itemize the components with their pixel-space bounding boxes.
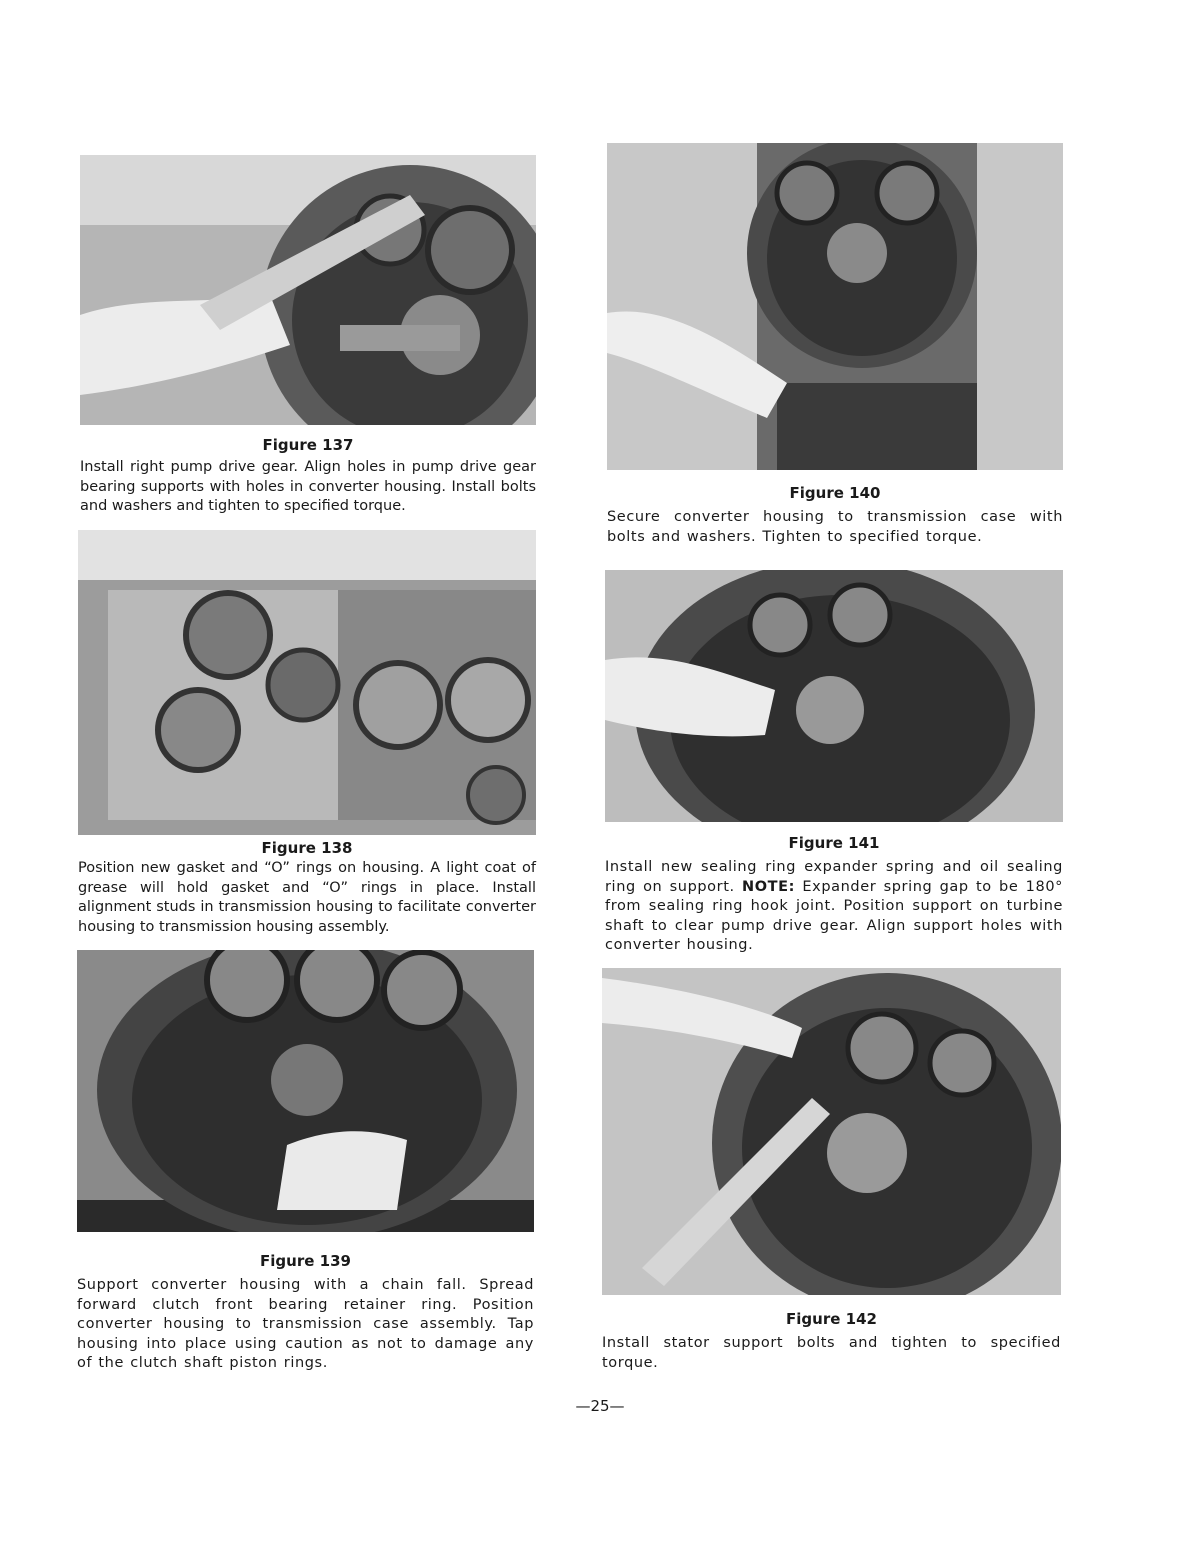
figure-142-title: Figure 142 xyxy=(786,1310,877,1328)
figure-142-photo xyxy=(602,968,1061,1295)
figure-140-caption: Secure converter housing to transmission case with bolts and washers. Tighten to specified torque. xyxy=(607,509,1063,545)
figure-138-title: Figure 138 xyxy=(261,839,353,857)
figure-141-caption-after: Expander spring gap to be 180° from sealing ring hook joint. Position support on turbine shaft to clear pump drive gear. Align support holes with converter housing. xyxy=(605,878,1063,953)
figure-137-caption: Install right pump drive gear. Align holes in pump drive gear bearing supports with holes in converter housing. Install bolts and washers and tighten to specified torque. xyxy=(80,459,536,514)
figure-141-title: Figure 141 xyxy=(788,834,880,852)
figure-139-title: Figure 139 xyxy=(260,1252,351,1270)
figure-141-photo xyxy=(605,570,1063,822)
figure-141-caption-before: Install new sealing ring expander spring and oil sealing ring on support. xyxy=(605,859,1063,895)
figure-140-title: Figure 140 xyxy=(789,484,881,502)
figure-140-photo xyxy=(607,143,1063,470)
page-number: —25— xyxy=(575,1397,625,1415)
figure-137-photo xyxy=(80,155,536,425)
figure-138-photo xyxy=(78,530,536,835)
figure-141-caption xyxy=(605,858,1063,956)
figure-139-caption: Support converter housing with a chain fall. Spread forward clutch front bearing retainer ring. Position converter housing to transmission case assembly. Tap housing into place using caution as not to damage any of the clutch shaft piston rings. xyxy=(77,1277,534,1371)
figure-138-caption: Position new gasket and “O” rings on housing. A light coat of grease will hold gasket and “O” rings in place. Install alignment studs in transmission housing to facilitate converter housing to transmission housing assembly. xyxy=(78,860,536,935)
figure-142-caption: Install stator support bolts and tighten to specified torque. xyxy=(602,1335,1061,1371)
figure-139-photo xyxy=(77,950,534,1232)
figure-137-title: Figure 137 xyxy=(262,436,354,454)
figure-141-note-label: NOTE: xyxy=(742,878,796,895)
